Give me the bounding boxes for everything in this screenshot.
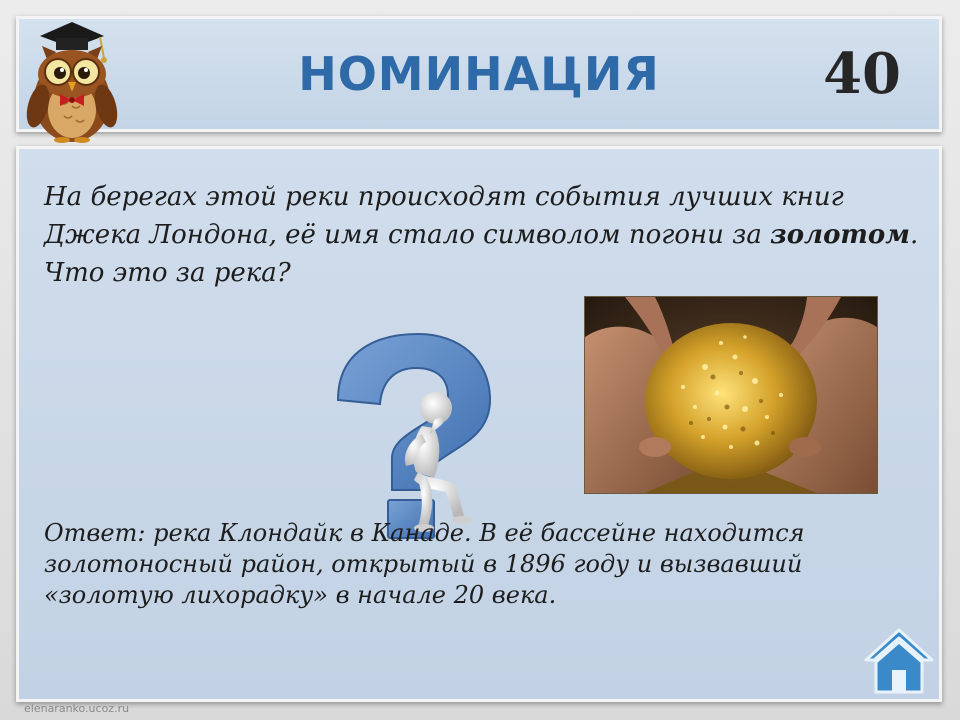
- question-fragment: Джека Лондона, её имя стало символом погони за: [44, 220, 771, 250]
- answer-line: Ответ: река Клондайк в Канаде. В её бассейне находится: [44, 519, 805, 547]
- home-button[interactable]: [862, 624, 936, 698]
- question-line: [44, 216, 924, 254]
- header-panel: [16, 16, 942, 132]
- question-mark-figure-icon: [330, 330, 500, 540]
- answer-line: «золотую лихорадку» в начале 20 века.: [44, 581, 557, 609]
- answer-text: [44, 518, 924, 611]
- points-value: 40: [823, 41, 901, 107]
- home-icon: [866, 630, 932, 692]
- owl-icon: [20, 6, 120, 144]
- question-fragment: .: [910, 220, 919, 250]
- question-bold-word: золотом: [770, 220, 910, 250]
- gold-nuggets-photo: [584, 296, 878, 494]
- answer-line: золотоносный район, открытый в 1896 году и вызвавший: [44, 550, 803, 578]
- question-line: Что это за река?: [44, 258, 291, 288]
- slide-title: НОМИНАЦИЯ: [298, 47, 660, 101]
- question-text: [44, 178, 924, 292]
- site-watermark: elenaranko.ucoz.ru: [24, 702, 130, 715]
- question-line: На берегах этой реки происходят события лучших книг: [44, 182, 844, 212]
